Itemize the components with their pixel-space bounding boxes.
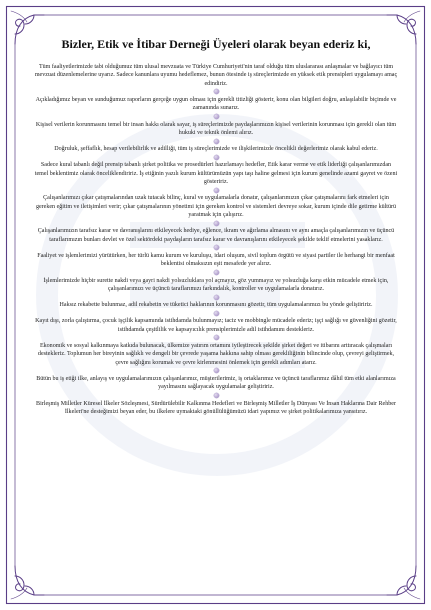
page-title: Bizler, Etik ve İtibar Derneği Üyeleri olarak beyan ederiz ki,: [61, 37, 371, 51]
paragraph: Kayıt dışı, zorla çalıştırma, çocuk işçilik kapsamında istihdamda bulunmayız; taciz ve mobbingle mücadele ederiz; işçi sağlığı ve güvenliğini gözetir, istihdamda çeşitlilik ve kapsayıcılık prensiplerimizle adil istihdamını destekleriz.: [35, 318, 397, 333]
corner-flourish-bottom-left: [11, 566, 44, 599]
paragraph: Çalışanlarımızı çıkar çatışmalarından uzak tutacak bilinç, kural ve uygulamalarla donatır, çalışanlarımızın çıkar çatışmalarını fark etmeleri için gereken eğitim ve iletişimleri verir; çıkar çatışmalarının yönetimi için gereken kontrol ve sistemleri devreye sokar, kurum içinde dile getirme kültürü yaratmak için çalışırız.: [35, 195, 397, 219]
bullet-separator-icon: [214, 393, 219, 398]
paragraph: Açıkladığımız beyan ve sunduğumuz raporların gerçeğe uygun olması için gerekli titizliği gösterir, konu olan bilgileri doğru, anlaşılabilir biçimde ve zamanında sunarız.: [35, 97, 397, 112]
bullet-separator-icon: [214, 295, 219, 300]
paragraph: Birleşmiş Milletler Küresel İlkeler Sözleşmesi, Sürdürülebilir Kalkınma Hedefleri ve Birleşmiş Milletler İş Dünyası Ve İnsan Haklarına Dair Rehber İlkeleri'ne desteğimizi beyan eder, bu ilkelere uymaktaki gönüllülüğümüzü idari yapımız ve şirket politikalarımıza yansıtırız.: [36, 400, 396, 415]
bullet-separator-icon: [214, 311, 219, 316]
bullet-separator-icon: [214, 155, 219, 160]
bullet-separator-icon: [214, 114, 219, 119]
bullet-separator-icon: [214, 245, 219, 250]
paragraph: Faaliyet ve işlemlerimizi yürütürken, her türlü kamu kurum ve kuruluşu, idari oluşum, sivil toplum örgütü ve siyasi partiler ile herhangi bir menfaat beklentisi olmaksızın eşit mesafede yer alırız.: [37, 252, 395, 268]
bullet-separator-icon: [214, 335, 219, 340]
paragraph: Sadece kural tabanlı değil prensip tabanlı şirket politika ve prosedürleri hazırlamayı hedefler, Etik karar verme ve etik liderliği çalışanlarımızdan temel beklentimiz olarak önceliklendiririz. İş etiğinin yazılı kurum kültürümüzün yapı taşı haline gelmesi için kurum genelinde azami gayret ve özeni gösteririz.: [34, 162, 398, 186]
paragraph: Doğruluk, şeffaflık, hesap verilebilirlik ve adilliği, tüm iş süreçlerimizde ve ilişkilerimizde öncelikli değerlerimiz olarak kabul ederiz.: [54, 146, 378, 153]
paragraph: Kişisel verilerin korunmasını temel bir insan hakkı olarak sayar, iş süreçlerimizde paydaşlarımızın kişisel verilerinin korunması için gerekli olan tüm hukuki ve teknik önlemi alırız.: [35, 121, 397, 136]
paragraph: İşlemlerimizde hiçbir surette nakdi veya gayri nakdi yolsuzluklara yol açmayız, göz yummayız ve yolsuzluğa karşı etkin mücadele etmek için, çalışanlarımızı ve üçüncü taraflarımızı farkındalık, kontroller ve uygulamalarla donatırız.: [43, 277, 389, 292]
paragraph: Tüm faaliyetlerimizde tabi olduğumuz tüm ulusal mevzuata ve Türkiye Cumhuriyeti'nin taraf olduğu tüm uluslararası anlaşmalar ve bağlayıcı tüm mevzuat düzenlemelerine uyarız. Sadece kanunlara uyumu hedeflemez, bunun ötesinde iş süreçlerimizde en yüksek etik prensipleri uygulamayı amaç edindiriz.: [34, 64, 398, 87]
corner-flourish-bottom-right: [387, 566, 420, 599]
bullet-separator-icon: [214, 270, 219, 275]
bullet-separator-icon: [214, 139, 219, 144]
paragraph: Ekonomik ve sosyal kalkınmaya katkıda bulunacak, ülkemize yatırım ortamını iyileştirecek şekilde şirket değeri ve itibarını arttıracak çalışmaları destekleriz. Toplumun her bireyinin sağlıklı ve dengeli bir çevrede yaşama hakkına sahip olması gerekliliğinin bilincinde olup, çevreyi geliştirmek, çevre sağlığını korumak ve çevre kirlenmesini önlemek için gerekli adımları atarız.: [37, 342, 395, 366]
paragraph: Çalışanlarımızın tarafsız karar ve davranışlarını etkileyecek hediye, eğlence, ikram ve ağırlama almasını ve aynı amaçla çalışanlarımızın ve üçüncü taraflarımızın bunları devlet ve özel sektördeki paydaşların tarafsız karar ve davranışlarını etkileyecek şekilde teklif etmelerini yasaklarız.: [37, 228, 395, 243]
bullet-separator-icon: [214, 89, 219, 94]
paragraph: Bütün bu iş etiği ilke, anlayış ve uygulamalarımızın çalışanlarımız, müşterilerimiz, iş ortaklarımız ve üçüncü taraflarımız dâhil tüm etki alanlarımıza yayılmasını sağlayacak uygulamalar geliştiririz.: [36, 375, 396, 391]
declaration-content: [34, 37, 398, 416]
bullet-separator-icon: [214, 368, 219, 373]
paragraph: Haksız rekabette bulunmaz, adil rekabetin ve tüketici haklarının korunmasını gözetir, tüm uygulamalarımızı bu yönde geliştiririz.: [59, 302, 373, 309]
bullet-separator-icon: [214, 188, 219, 193]
bullet-separator-icon: [214, 221, 219, 226]
